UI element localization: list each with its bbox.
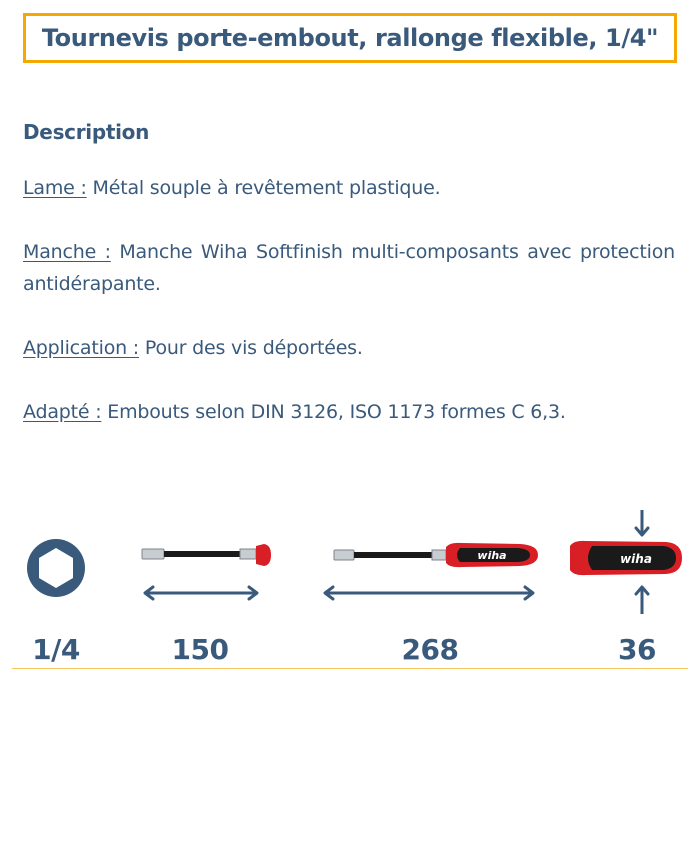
spec-application-text: Pour des vis déportées. [144, 337, 363, 359]
spec-manche-label: Manche : [23, 241, 111, 263]
spec-manche [23, 236, 675, 300]
spec-adapte [23, 396, 675, 428]
description-heading: Description [23, 120, 150, 144]
divider [12, 668, 688, 669]
spec-application [23, 332, 675, 364]
spec-icons-row [0, 500, 700, 680]
blade-length-value: 150 [171, 633, 229, 666]
spec-lame [23, 172, 675, 204]
spec-lame-text: Métal souple à revêtement plastique. [92, 177, 441, 199]
spec-manche-text: Manche Wiha Softfinish multi-composants avec protection antidérapante. [23, 241, 676, 295]
page-title: Tournevis porte-embout, rallonge flexible, 1/4" [41, 24, 659, 52]
blade-length-arrow-icon [142, 584, 260, 602]
screwdriver-icon [332, 538, 542, 572]
spec-adapte-text: Embouts selon DIN 3126, ISO 1173 formes C 6,3. [107, 401, 566, 423]
hexagon-icon [24, 536, 88, 600]
wiha-logo-text-2: wiha [620, 552, 652, 566]
handle-diameter-icon [566, 508, 686, 618]
title-box [23, 13, 677, 63]
wiha-logo-text: wiha [477, 549, 507, 562]
handle-diameter-value: 36 [618, 633, 656, 666]
spec-lame-label: Lame : [23, 177, 87, 199]
flexible-shaft-icon [140, 540, 275, 570]
hex-size-value: 1/4 [32, 633, 80, 666]
spec-application-label: Application : [23, 337, 140, 359]
total-length-value: 268 [401, 633, 459, 666]
spec-adapte-label: Adapté : [23, 401, 102, 423]
total-length-arrow-icon [322, 584, 536, 602]
